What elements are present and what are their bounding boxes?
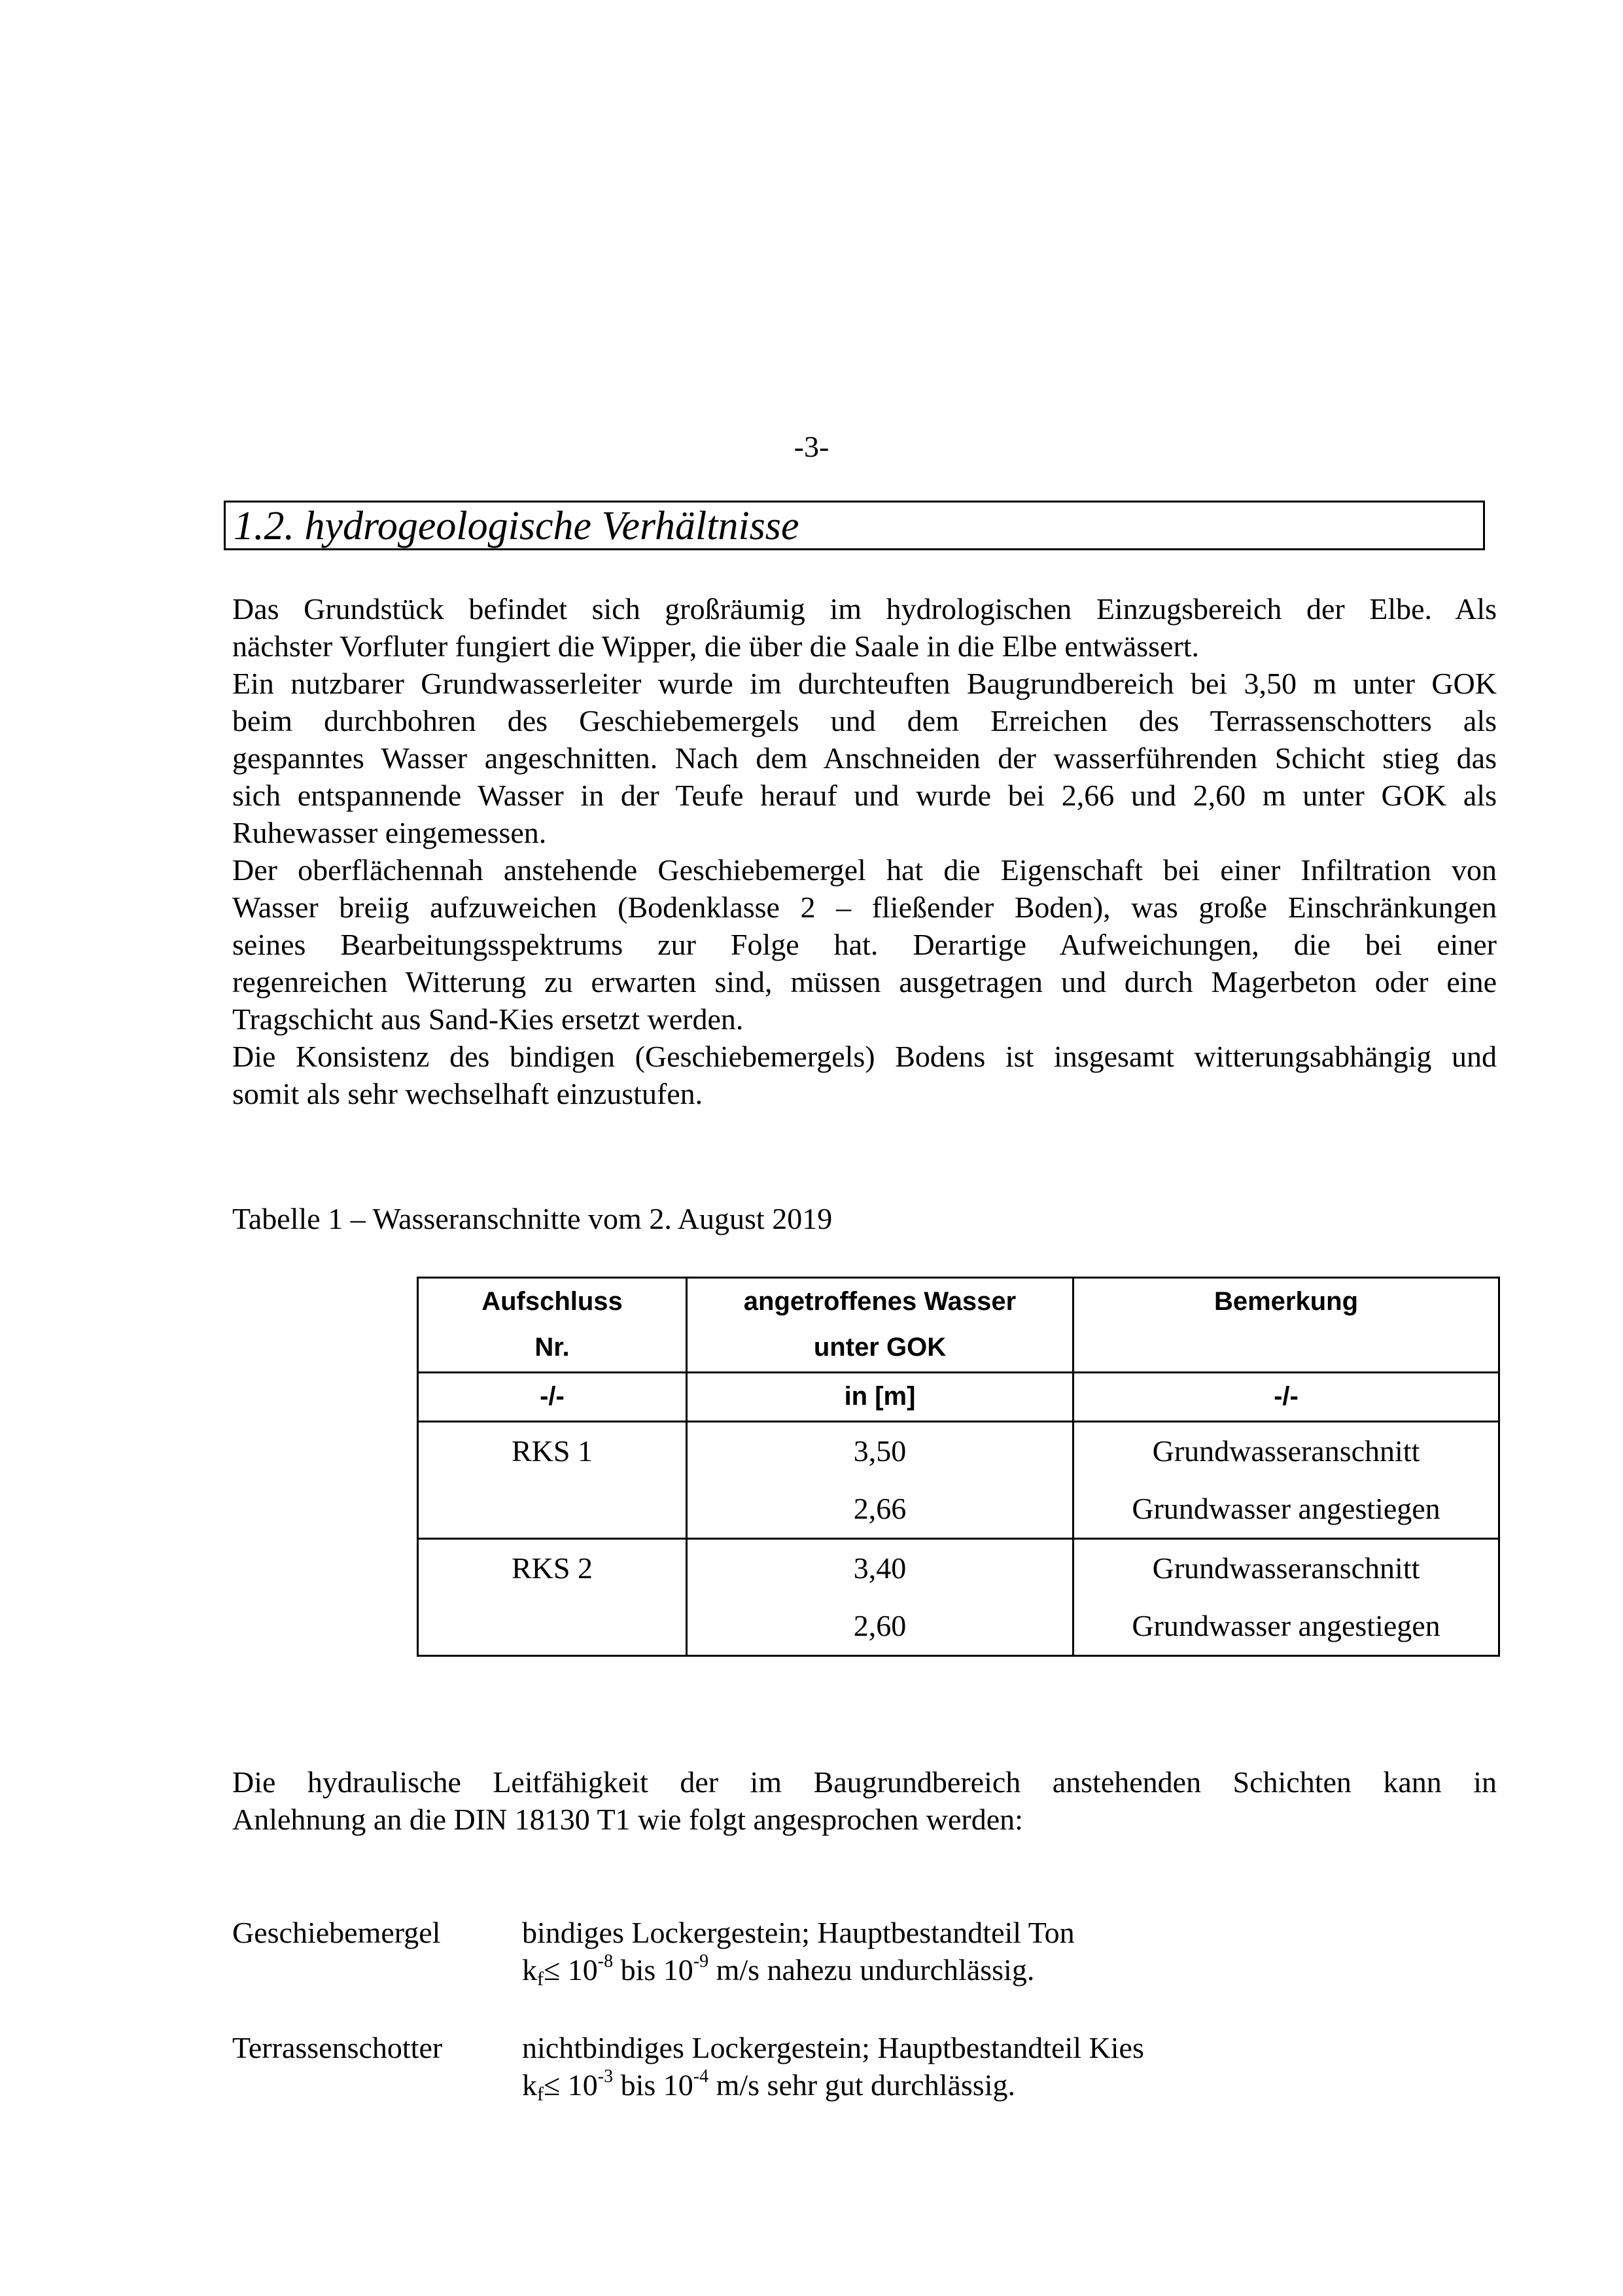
- column-header-aufschluss: Aufschluss Nr.: [418, 1278, 687, 1373]
- column-header-wasser: angetroffenes Wasser unter GOK: [687, 1278, 1073, 1373]
- text-line: sich entspannende Wasser in der Teufe herauf und wurde bei 2,66 und 2,60 m unter GOK als: [232, 779, 1497, 812]
- remark-cell: Grundwasseranschnitt Grundwasser angestiegen: [1073, 1422, 1499, 1539]
- table-caption: Tabelle 1 – Wasseranschnitte vom 2. August 2019: [232, 1202, 833, 1235]
- page-number: -3-: [794, 430, 829, 463]
- text-line: Ein nutzbarer Grundwasserleiter wurde im durchteuften Baugrundbereich bei 3,50 m unter GOK: [232, 667, 1497, 700]
- text-line: gespanntes Wasser angeschnitten. Nach dem Anschneiden der wasserführenden Schicht stieg das: [232, 741, 1497, 775]
- table-row: [418, 1539, 1499, 1656]
- section-heading-box: [224, 501, 1485, 550]
- text-line: seines Bearbeitungsspektrums zur Folge hat. Derartige Aufweichungen, die bei einer: [232, 928, 1497, 961]
- paragraph-grundwasserleiter: [232, 665, 1497, 851]
- text-line: Das Grundstück befindet sich großräumig im hydrologischen Einzugsbereich der Elbe. Als: [232, 592, 1497, 626]
- table-header-row: [418, 1278, 1499, 1373]
- unit-cell: in [m]: [687, 1373, 1073, 1422]
- text-line: Anlehnung an die DIN 18130 T1 wie folgt angesprochen werden:: [232, 1803, 1023, 1836]
- text-line: regenreichen Witterung zu erwarten sind, müssen ausgetragen und durch Magerbeton oder eine: [232, 965, 1497, 998]
- body-text: [232, 590, 1497, 1112]
- section-heading: 1.2. hydrogeologische Verhältnisse: [234, 504, 799, 548]
- text-line: Wasser breiig aufzuweichen (Bodenklasse 2 – fließender Boden), was große Einschränkungen: [232, 891, 1497, 924]
- soil-name: Geschiebemergel: [232, 1916, 441, 1949]
- water-table: [417, 1277, 1500, 1657]
- text-line: Tragschicht aus Sand-Kies ersetzt werden.: [232, 1002, 744, 1036]
- aufschluss-cell: RKS 1: [418, 1422, 687, 1539]
- soil-name: Terrassenschotter: [232, 2031, 443, 2064]
- unit-cell: -/-: [418, 1373, 687, 1422]
- paragraph-einzugsbereich: [232, 590, 1497, 665]
- aufschluss-cell: RKS 2: [418, 1539, 687, 1656]
- permeability-value: $k_f\le 10^{-8}$ bis $10^{-9}$ m/s nahezu undurchlässig.: [522, 1951, 1035, 1990]
- text-line: Die Konsistenz des bindigen (Geschiebemergels) Bodens ist insgesamt witterungsabhängig und: [232, 1040, 1497, 1073]
- hydraulic-paragraph: [232, 1763, 1497, 1838]
- depth-cell: 3,40 2,60: [687, 1539, 1073, 1656]
- permeability-value: $k_f\le 10^{-3}$ bis $10^{-4}$ m/s sehr gut durchlässig.: [522, 2066, 1015, 2105]
- column-header-bemerkung: Bemerkung: [1073, 1278, 1499, 1373]
- unit-cell: -/-: [1073, 1373, 1499, 1422]
- text-line: nächster Vorfluter fungiert die Wipper, die über die Saale in die Elbe entwässert.: [232, 629, 1200, 663]
- table-unit-row: [418, 1373, 1499, 1422]
- remark-cell: Grundwasseranschnitt Grundwasser angestiegen: [1073, 1539, 1499, 1656]
- soil-description: nichtbindiges Lockergestein; Hauptbestandteil Kies $k_f\le 10^{-3}$ bis $10^{-4}$ m/s sehr gut durchlässig.: [522, 2031, 1144, 2105]
- paragraph-geschiebemergel: [232, 851, 1497, 1038]
- text-line: somit als sehr wechselhaft einzustufen.: [232, 1077, 703, 1110]
- paragraph-konsistenz: [232, 1038, 1497, 1112]
- soil-description: bindiges Lockergestein; Hauptbestandteil Ton $k_f\le 10^{-8}$ bis $10^{-9}$ m/s nahezu undurchlässig.: [522, 1916, 1075, 1990]
- text-line: Ruhewasser eingemessen.: [232, 816, 547, 849]
- text-line: beim durchbohren des Geschiebemergels und dem Erreichen des Terrassenschotters als: [232, 704, 1497, 737]
- table-row: [418, 1422, 1499, 1539]
- depth-cell: 3,50 2,66: [687, 1422, 1073, 1539]
- text-line: Der oberflächennah anstehende Geschiebemergel hat die Eigenschaft bei einer Infiltration von: [232, 853, 1497, 887]
- text-line: Die hydraulische Leitfähigkeit der im Baugrundbereich anstehenden Schichten kann in: [232, 1765, 1497, 1799]
